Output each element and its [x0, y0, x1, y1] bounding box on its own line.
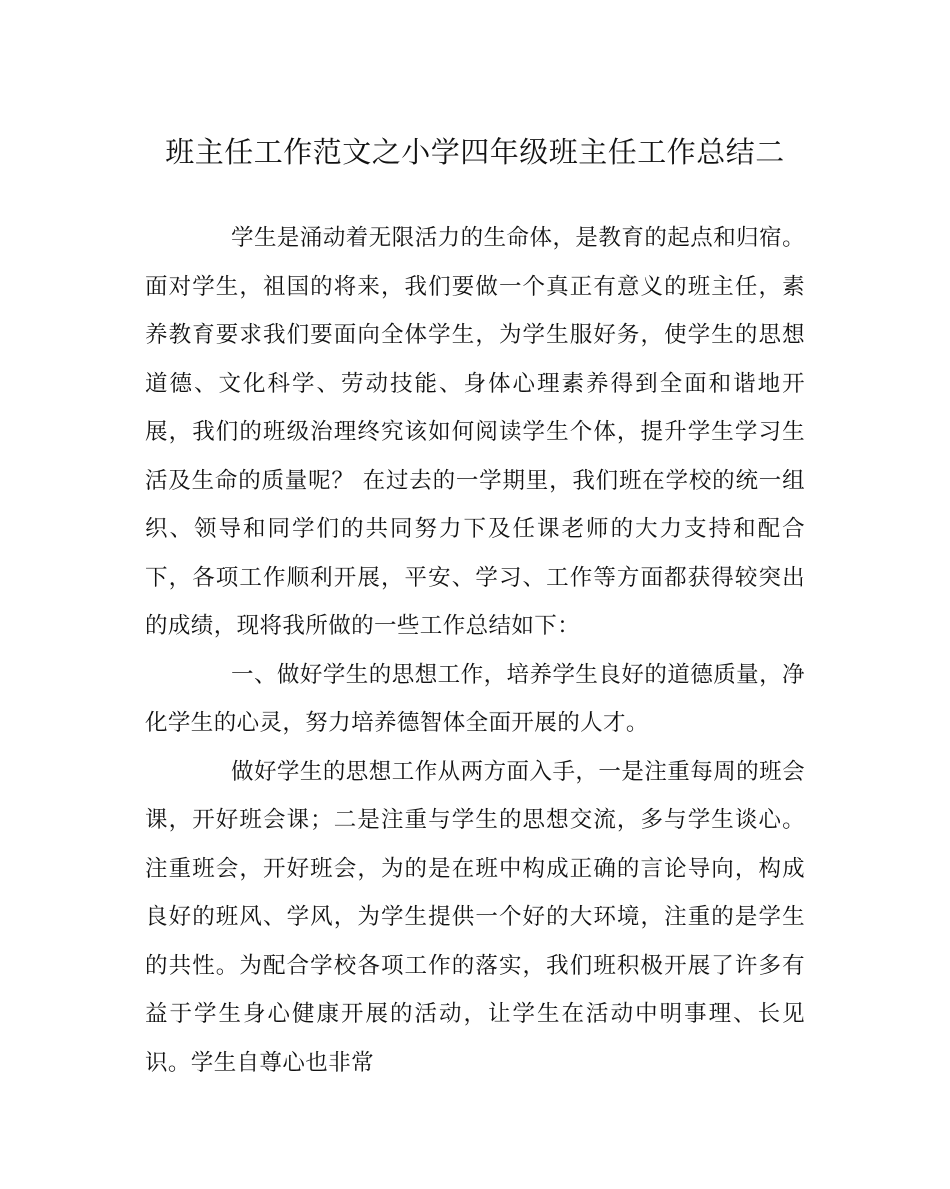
page-title: 班主任工作范文之小学四年级班主任工作总结二	[165, 135, 785, 169]
paragraph-section-one-heading: 一、做好学生的思想工作，培养学生良好的道德质量，净化学生的心灵，努力培养德智体全面开展的人才。	[145, 661, 805, 736]
paragraph-section-one-body: 做好学生的思想工作从两方面入手，一是注重每周的班会课，开好班会课；二是注重与学生的思想交流，多与学生谈心。 注重班会，开好班会，为的是在班中构成正确的言论导向，构成良好的班风、学风，为学生提供一个好的大环境，注重的是学生的共性。为配合学校各项工作的落实，我们班积极开展了许多有益于学生身心健康开展的活动，让学生在活动中明事理、长见识。学生自尊心也非常	[145, 758, 805, 1076]
paragraph-intro: 学生是涌动着无限活力的生命体，是教育的起点和归宿。面对学生，祖国的将来，我们要做一个真正有意义的班主任，素养教育要求我们要面向全体学生，为学生服好务，使学生的思想道德、文化科学、劳动技能、身体心理素养得到全面和谐地开展，我们的班级治理终究该如何阅读学生个体，提升学生学习生活及生命的质量呢？ 在过去的一学期里，我们班在学校的统一组织、领导和同学们的共同努力下及任课老师的大力支持和配合下，各项工作顺利开展，平安、学习、工作等方面都获得较突出的成绩，现将我所做的一些工作总结如下：	[145, 225, 805, 639]
document-body	[145, 214, 805, 1087]
